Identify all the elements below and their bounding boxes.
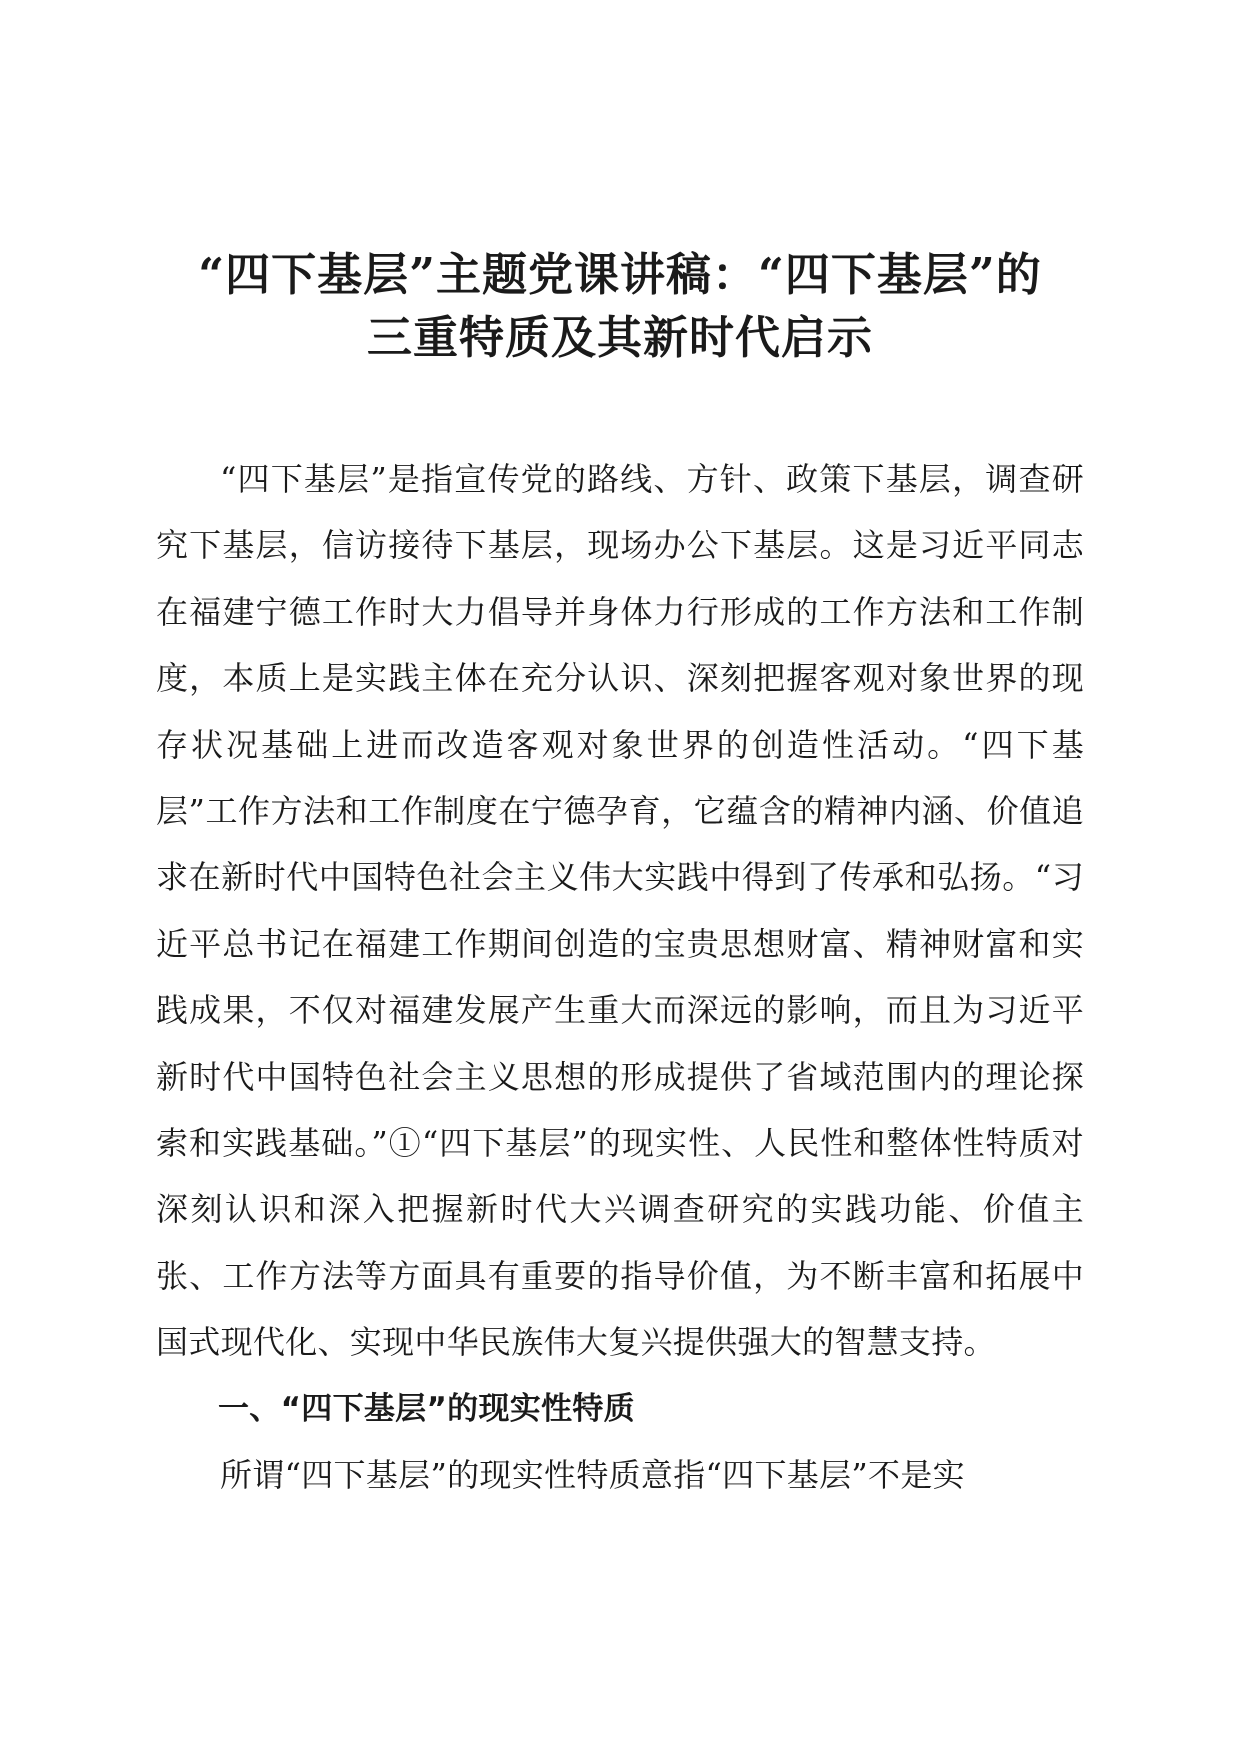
document-title <box>120 243 1120 369</box>
document-body <box>156 446 1084 1509</box>
section-1-paragraph: 所谓“四下基层”的现实性特质意指“四下基层”不是实 <box>220 1456 965 1495</box>
intro-paragraph: “四下基层”是指宣传党的路线、方针、政策下基层，调查研究下基层，信访接待下基层，现场办公下基层。这是习近平同志在福建宁德工作时大力倡导并身体力行形成的工作方法和工作制度，本质上是实践主体在充分认识、深刻把握客观对象世界的现存状况基础上进而改造客观对象世界的创造性活动。“四下基层”工作方法和工作制度在宁德孕育，它蕴含的精神内涵、价值追求在新时代中国特色社会主义伟大实践中得到了传承和弘扬。“习近平总书记在福建工作期间创造的宝贵思想财富、精神财富和实践成果，不仅对福建发展产生重大而深远的影响，而且为习近平新时代中国特色社会主义思想的形成提供了省域范围内的理论探索和实践基础。”①“四下基层”的现实性、人民性和整体性特质对深刻认识和深入把握新时代大兴调查研究的实践功能、价值主张、工作方法等方面具有重要的指导价值，为不断丰富和拓展中国式现代化、实现中华民族伟大复兴提供强大的智慧支持。 <box>156 460 1084 1362</box>
title-line-2: 三重特质及其新时代启示 <box>366 311 873 364</box>
title-line-1: “四下基层”主题党课讲稿：“四下基层”的 <box>198 248 1042 301</box>
section-heading-1: 一、“四下基层”的现实性特质 <box>218 1390 635 1427</box>
